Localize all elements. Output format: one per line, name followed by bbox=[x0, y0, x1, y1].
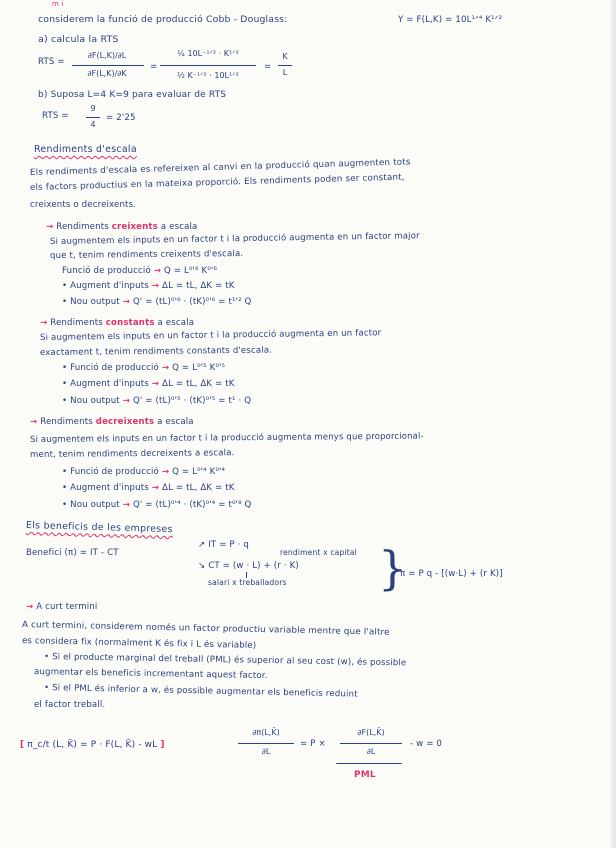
para-line-2: els factors productius en la mateixa proporció. Els rendiments poden ser constant, bbox=[29, 172, 405, 193]
rts-fraction-bar bbox=[72, 65, 144, 66]
short-term-line-4: augmentar els beneficis incrementant aquest factor. bbox=[33, 667, 268, 682]
short-term-bullet-2: • Si el PML és inferior a w, és possible augmentar els beneficis reduint bbox=[43, 683, 358, 700]
production-derivative-numerator: ∂F(L,K̄) bbox=[357, 728, 385, 737]
foc-tail: - w = 0 bbox=[410, 739, 443, 749]
pml-underbrace bbox=[336, 763, 402, 764]
rts-result-bar bbox=[278, 65, 292, 66]
arrow-icon: → bbox=[26, 602, 34, 612]
production-derivative-denominator: ∂L bbox=[366, 747, 376, 756]
decreixents-title: → Rendiments decreixents a escala bbox=[30, 417, 194, 427]
profit-derivative-bar bbox=[238, 743, 294, 744]
creixents-input-increase: • Augment d'inputs → ΔL = tL, ΔK = tK bbox=[62, 281, 235, 291]
page-edge bbox=[610, 0, 616, 848]
short-term-line-1: A curt termini, considerem només un factor productiu variable mentre que l'altre bbox=[21, 620, 390, 638]
short-term-line-6: el factor treball. bbox=[34, 700, 106, 710]
b-rts-value: = 2'25 bbox=[106, 113, 136, 123]
decreixents-new-output: • Nou output → Q' = (tL)⁰'⁴ · (tK)⁰'⁴ = t⁰'⁸ Q bbox=[62, 500, 252, 510]
b-rts-denominator: 4 bbox=[90, 120, 96, 129]
benefit-ct: ↘ CT = (w · L) + (r · K) bbox=[198, 561, 299, 571]
rts-equals-2: = bbox=[264, 62, 272, 72]
para-line-1: Els rendiments d'escala es refereixen al canvi en la producció quan augmenten tots bbox=[29, 157, 411, 178]
short-run-profit-function: [ π_c/t (L, K̄) = P · F(L, K̄) - wL ] bbox=[20, 740, 165, 750]
benefit-definition: Benefici (π) = IT - CT bbox=[26, 548, 119, 558]
rts-denominator: ∂F(L,K)/∂K bbox=[87, 69, 127, 78]
benefit-rk-note: rendiment x capital bbox=[280, 548, 357, 557]
creixents-line-1: Si augmentem els inputs en un factor t i la producció augmenta en un factor major bbox=[49, 231, 420, 247]
benefit-it: ↗ IT = P · q bbox=[198, 540, 250, 550]
arrow-icon: → bbox=[40, 318, 48, 328]
section-heading-beneficis: Els beneficis de les empreses bbox=[25, 520, 173, 536]
constants-production-fn: • Funció de producció → Q = L⁰'⁵ K⁰'⁵ bbox=[62, 363, 226, 373]
short-term-title: → A curt termini bbox=[26, 602, 98, 612]
b-rts-bar bbox=[86, 117, 100, 118]
rts-result-numerator: K bbox=[282, 52, 288, 61]
benefit-pi-formula: π = P q - [(w·L) + (r K)] bbox=[400, 569, 503, 579]
rts-equals-1: = bbox=[150, 62, 158, 72]
profit-equals: = P × bbox=[300, 739, 326, 749]
rts-lhs: RTS = bbox=[38, 57, 65, 67]
profit-derivative-denominator: ∂L bbox=[261, 747, 271, 756]
section-heading-rendiments: Rendiments d'escala bbox=[34, 144, 137, 155]
rts-mid-numerator: ¼ 10L⁻¹ᐟ² · K¹ᐟ² bbox=[177, 49, 239, 58]
constants-input-increase: • Augment d'inputs → ΔL = tL, ΔK = tK bbox=[62, 379, 235, 389]
cobb-douglas-equation: Y = F(L,K) = 10L¹ᐟ⁴ K¹ᐟ² bbox=[398, 15, 503, 25]
constants-line-1: Si augmentem els inputs en un factor t i la producció augmenta en un factor bbox=[39, 328, 382, 343]
pml-label: PML bbox=[354, 770, 376, 780]
intro-line: considerem la funció de producció Cobb - Douglass: bbox=[38, 15, 288, 25]
creixents-new-output: • Nou output → Q' = (tL)⁰'⁶ · (tK)⁰'⁶ = t¹'² Q bbox=[62, 297, 252, 307]
creixents-line-2: que t, tenim rendiments creixents d'escala. bbox=[49, 248, 244, 261]
para-line-3: creixents o decreixents. bbox=[30, 200, 137, 210]
decreixents-input-increase: • Augment d'inputs → ΔL = tL, ΔK = tK bbox=[62, 483, 235, 493]
benefit-salary-note: salari x treballadors bbox=[208, 578, 287, 587]
constants-line-2: exactament t, tenim rendiments constants d'escala. bbox=[39, 345, 273, 358]
creixents-production-fn: Funció de producció → Q = L⁰'⁶ K⁰'⁶ bbox=[62, 266, 218, 276]
salary-pointer bbox=[246, 572, 247, 578]
decreixents-line-1: Si augmentem els inputs en un factor t i la producció augmenta menys que proporcional- bbox=[29, 431, 424, 445]
rts-result-denominator: L bbox=[282, 68, 288, 77]
part-b-line: b) Suposa L=4 K=9 para evaluar de RTS bbox=[38, 90, 227, 100]
arrow-icon: → bbox=[30, 417, 38, 427]
constants-title: → Rendiments constants a escala bbox=[40, 318, 195, 328]
creixents-title: → Rendiments creixents a escala bbox=[46, 222, 198, 232]
b-rts-numerator: 9 bbox=[90, 104, 96, 113]
b-rts-lhs: RTS = bbox=[42, 111, 69, 121]
short-term-line-2: es considera fix (normalment K és fix i L és variable) bbox=[21, 636, 257, 651]
rts-mid-bar bbox=[160, 65, 256, 66]
constants-new-output: • Nou output → Q' = (tL)⁰'⁵ · (tK)⁰'⁵ = t¹ · Q bbox=[62, 396, 252, 406]
decreixents-production-fn: • Funció de producció → Q = L⁰'⁴ K⁰'⁴ bbox=[62, 467, 226, 477]
decreixents-line-2: ment, tenim rendiments decreixents a escala. bbox=[29, 448, 235, 460]
production-derivative-bar bbox=[340, 743, 402, 744]
arrow-icon: → bbox=[46, 222, 54, 232]
rts-numerator: ∂F(L,K)/∂L bbox=[87, 51, 127, 60]
brace-symbol: } bbox=[378, 541, 408, 595]
short-term-bullet-1: • Si el producte marginal del treball (PML) és superior al seu cost (w), és possible bbox=[43, 652, 407, 669]
rts-mid-denominator: ½ K⁻¹ᐟ² · 10L¹ᐟ² bbox=[177, 71, 239, 80]
profit-derivative-numerator: ∂π(L,K̄) bbox=[252, 728, 280, 737]
page-mark: m i bbox=[52, 0, 64, 8]
part-a-label: a) calcula la RTS bbox=[38, 35, 119, 45]
